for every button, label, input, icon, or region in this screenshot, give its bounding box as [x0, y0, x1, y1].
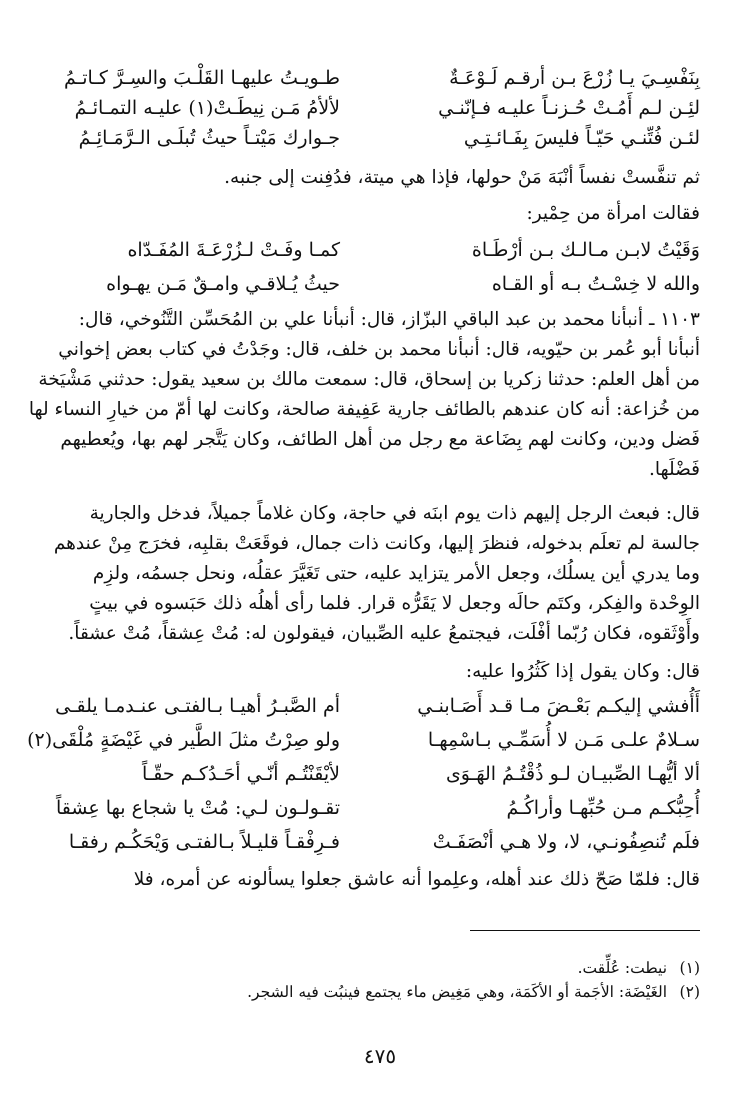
verse-hemistich-first: وَقَيْتُ لابـن مـالـك بـن أرْطَـاة — [471, 239, 700, 261]
text-line: فَضل ودين، وكانت لهم بِضَاعة مع رجل من أهل الطائف، وكان يَتَّجر لهم بها، ويُعطيهم — [60, 429, 700, 450]
text-line: الوِحْدة والفِكر، وكتَم حالَه وجعل لا يَقَرُّه قرار. فلما رأى أهلُه ذلك حَبَسوه في بيتٍ — [89, 593, 700, 614]
text-line: قال: فبعث الرجل إليهم ذات يوم ابنَه في حاجة، وكان غلاماً جميلاً، فدخل والجارية — [89, 503, 700, 524]
text-line: أنبأنا أبو عُمر بن حيّويه، قال: أنبأنا محمد بن خلف، قال: وجَدْتُ في كتاب بعض إخواني — [58, 339, 700, 360]
footnote — [60, 956, 700, 980]
text-line: وما يدري أين يسلُك، وجعل الأمر يتزايد عليه، حتى تَغَيَّرَ عقلُه، ونحل جسمُه، ولزِم — [92, 563, 700, 584]
verse-line — [55, 690, 700, 722]
footnote-number: (١) — [679, 959, 700, 977]
verse-line — [27, 724, 700, 756]
verse-hemistich-first: سـلامٌ علـى مَـن لا أُسَمِّـي بـاسْمِهـا — [427, 729, 700, 751]
text-line: من أهل العلم: حدثنا زكريا بن إسحاق، قال: سمعت مالك بن سعيد يقول: حدثني مَشْيَخة — [38, 369, 700, 390]
verse-hemistich-second: تقـولـون لـي: مُتْ يا شجاع بها عِشقاً — [56, 797, 340, 819]
verse-line — [60, 92, 700, 124]
verse-hemistich-second: جـوارك مَيْتـاً حيثُ تُبلَـى الـرَّمَـائِـمُ — [78, 127, 340, 149]
verse-line — [60, 758, 700, 790]
footnote-separator — [470, 930, 700, 931]
verse-hemistich-second: أم الصَّبـرُ أهيـا بـالفتـى عنـدمـا يلقـى — [55, 695, 340, 717]
verse-hemistich-second: كمـا وفَـتْ لـزُرْعَـةَ المُفَـدّاه — [127, 239, 340, 261]
paragraph: فقالت امرأة من حِمْير: — [526, 203, 700, 224]
verse-line — [60, 234, 700, 266]
page-number: ٤٧٥ — [363, 1044, 397, 1068]
paragraph: ثم تنفَّستْ نفساً أنْبَهَ مَنْ حولها، فإذا هي ميتة، فدُفِنت إلى جنبه. — [224, 167, 700, 188]
page — [27, 50, 700, 1090]
footnote — [60, 980, 700, 1004]
verse-line — [60, 62, 700, 94]
footnote-number: (٢) — [679, 983, 700, 1001]
footnote-text: الغَيْضَة: الأجَمة أو الأكَمَة، وهي مَغِيض ماء يجتمع فينبُت فيه الشجر. — [247, 983, 668, 1001]
verse-line — [60, 122, 700, 154]
verse-hemistich-second: حيثُ يُـلاقـي وامـقٌ مَـن يهـواه — [106, 273, 340, 295]
verse-hemistich-first: أُحِبُّكـم مـن حُبِّهـا وأراكُـمُ — [506, 797, 700, 819]
verse-line — [60, 826, 700, 858]
text-line: فَضْلَها. — [648, 459, 700, 480]
text-line: جالسة لم تعلَم بدخوله، فنظرَ إليها، وكانت ذات جمال، فوقَعَتْ بقلبِه، فخرَج مِنْ عندهم — [53, 533, 700, 554]
verse-line — [56, 792, 700, 824]
paragraph: قال: وكان يقول إذا كَثُرُوا عليه: — [465, 661, 700, 682]
verse-hemistich-second: لأيْقَنْتُـم أنّـي أحَـدُكـم حقّـاً — [141, 763, 340, 785]
footnote-text: نيطت: عُلِّقت. — [577, 959, 668, 977]
text-line: من خُزاعة: أنه كان عندهم بالطائف جارية عَفِيفة صالحة، وكانت لها أمّ من خيارِ النساء لها — [28, 399, 700, 420]
verse-hemistich-second: فـرِفْقـاً قليـلاً بـالفتـى وَيْحَكُـم رفقـا — [68, 831, 340, 853]
verse-hemistich-first: لئـن فُتِّنـي حَيّـاً فليسَ بِفَـائـتِـي — [463, 127, 700, 149]
text-line: وأَوْثَقوه، فكان رُبّما أفْلَت، فيجتمعُ عليه الصِّبيان، فيقولون له: مُتْ عِشقاً، مُتْ عشقاً. — [68, 623, 700, 644]
verse-hemistich-first: ألا أيُّهـا الصِّبيـان لـو ذُقْتُـمُ الهَـوَى — [445, 763, 700, 785]
verse-hemistich-first: فلَم تُنصِفُونـي، لا، ولا هـي أنْصَفَـتْ — [432, 831, 700, 853]
verse-hemistich-second: لألأمُ مَـن نِيطَـتْ(١) عليـه التمـائـمُ — [74, 97, 340, 119]
verse-hemistich-first: بِنَفْسِـيَ يـا زُرْعَ بـن أرقـم لَـوْعَـةٌ — [449, 67, 700, 89]
verse-hemistich-second: طـويـتُ عليهـا القَلْـبَ والسِـرَّ كـاتـمُ — [64, 67, 340, 89]
verse-hemistich-first: والله لا خِسْـتُ بـه أو القـاه — [491, 273, 700, 295]
verse-hemistich-first: أَأُفشي إليكـم بَعْـضَ مـا قـد أَصَـابنـي — [417, 695, 700, 717]
verse-hemistich-first: لئِـن لـم أَمُـتْ حُـزنـاً عليـه فـإنّنـي — [438, 97, 700, 119]
text-line: ١١٠٣ ـ أنبأنا محمد بن عبد الباقي البزّاز، قال: أنبأنا علي بن المُحَسِّن التَّنُوخي، قال: — [78, 309, 700, 330]
verse-line — [60, 268, 700, 300]
text-line: قال: فلمّا صَحّ ذلك عند أهله، وعلِموا أنه عاشق جعلوا يسألونه عن أمره، فلا — [133, 869, 700, 890]
verse-hemistich-second: ولو صِرْتُ مثلَ الطَّير في غَيْضَةٍ مُلْقَى(٢) — [27, 729, 340, 751]
